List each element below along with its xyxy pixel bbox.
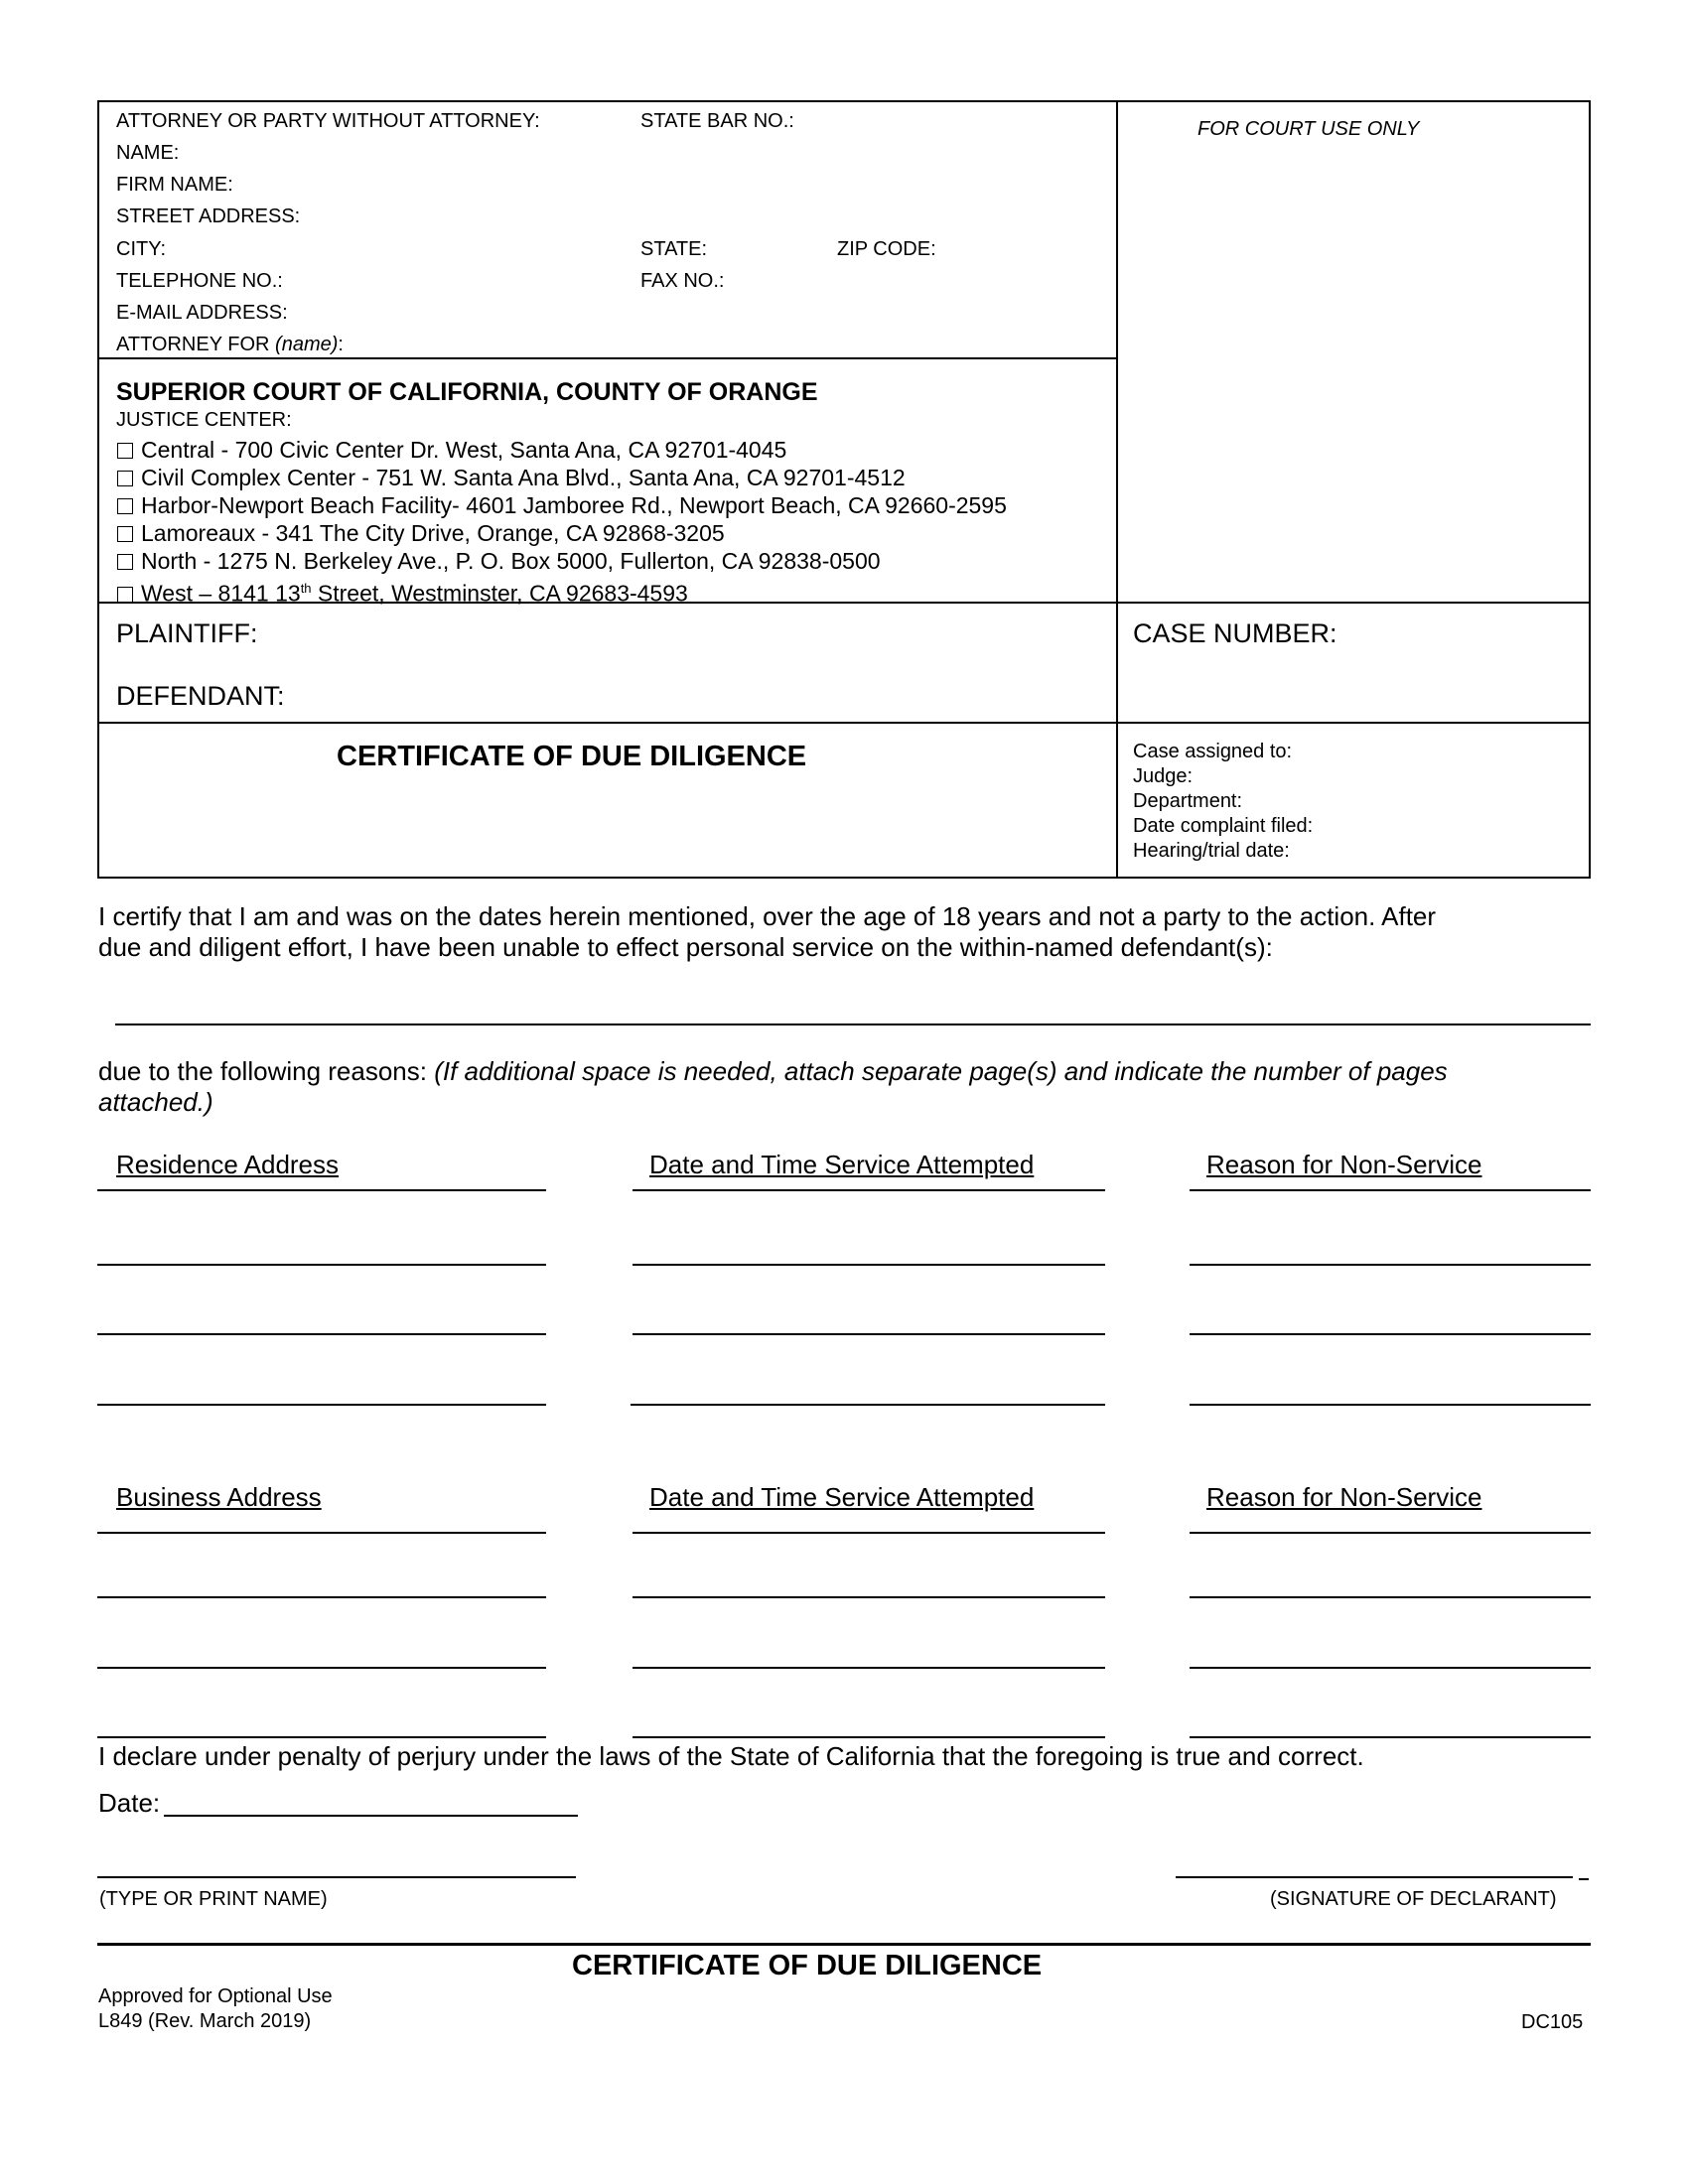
signature-field-end [1579, 1878, 1589, 1880]
parties-section-divider [97, 722, 1591, 724]
central-checkbox[interactable] [117, 443, 133, 459]
fax-label: FAX NO.: [640, 270, 725, 292]
plaintiff-label: PLAINTIFF: [116, 618, 258, 648]
city-label: CITY: [116, 238, 167, 260]
center-north [117, 549, 881, 574]
name-label: NAME: [116, 142, 180, 164]
form-code: DC105 [1521, 2011, 1584, 2033]
business-row-line[interactable] [633, 1532, 1105, 1534]
business-row-line[interactable] [1190, 1532, 1591, 1534]
center-west-prefix: West – 8141 13 [141, 580, 301, 607]
reasons-italic-2: attached.) [98, 1087, 213, 1117]
print-name-label: (TYPE OR PRINT NAME) [99, 1888, 328, 1910]
form-title: CERTIFICATE OF DUE DILIGENCE [337, 741, 807, 772]
hearing-date-label: Hearing/trial date: [1133, 840, 1290, 862]
firm-name-label: FIRM NAME: [116, 174, 233, 196]
business-row-line[interactable] [97, 1532, 546, 1534]
center-harbor-label: Harbor-Newport Beach Facility- 4601 Jamboree Rd., Newport Beach, CA 92660-2595 [141, 492, 1007, 518]
north-checkbox[interactable] [117, 554, 133, 570]
center-central [117, 438, 786, 463]
judge-label: Judge: [1133, 765, 1194, 787]
residence-row-line[interactable] [97, 1189, 546, 1191]
civil-complex-checkbox[interactable] [117, 471, 133, 486]
residence-row-line[interactable] [1190, 1404, 1591, 1406]
certify-line-1: I certify that I am and was on the dates herein mentioned, over the age of 18 years and not a party to the action. After [98, 901, 1437, 931]
reasons-italic-1: (If additional space is needed, attach separate page(s) and indicate the number of pages [434, 1056, 1448, 1086]
case-number-label: CASE NUMBER: [1133, 618, 1337, 648]
attorney-section-divider [97, 357, 1118, 359]
business-row-line[interactable] [633, 1667, 1105, 1669]
reasons-line-1 [98, 1058, 1448, 1084]
signature-label: (SIGNATURE OF DECLARANT) [1270, 1888, 1557, 1910]
telephone-label: TELEPHONE NO.: [116, 270, 283, 292]
residence-row-line[interactable] [633, 1189, 1105, 1191]
center-civil-complex [117, 466, 906, 490]
footer-rule [97, 1943, 1591, 1946]
reasons-prefix: due to the following reasons: [98, 1056, 435, 1086]
residence-reason-header: Reason for Non-Service [1206, 1150, 1482, 1179]
signature-field[interactable] [1176, 1876, 1573, 1878]
defendant-name-line[interactable] [115, 1024, 1591, 1025]
residence-row-line[interactable] [631, 1404, 1105, 1406]
residence-row-line[interactable] [1190, 1189, 1591, 1191]
business-row-line[interactable] [97, 1736, 546, 1738]
business-row-line[interactable] [633, 1596, 1105, 1598]
west-checkbox[interactable] [117, 587, 133, 603]
business-row-line[interactable] [1190, 1596, 1591, 1598]
business-address-header: Business Address [116, 1482, 322, 1512]
residence-row-line[interactable] [97, 1264, 546, 1266]
residence-date-header: Date and Time Service Attempted [649, 1150, 1035, 1179]
residence-row-line[interactable] [633, 1264, 1105, 1266]
business-date-header: Date and Time Service Attempted [649, 1482, 1035, 1512]
business-row-line[interactable] [1190, 1736, 1591, 1738]
business-row-line[interactable] [633, 1736, 1105, 1738]
residence-row-line[interactable] [97, 1404, 546, 1406]
department-label: Department: [1133, 790, 1243, 812]
case-assigned-label: Case assigned to: [1133, 741, 1293, 762]
certify-line-2: due and diligent effort, I have been unable to effect personal service on the within-named defendant(s): [98, 932, 1273, 962]
footer-title: CERTIFICATE OF DUE DILIGENCE [572, 1950, 1043, 1981]
print-name-field[interactable] [97, 1876, 576, 1878]
harbor-checkbox[interactable] [117, 498, 133, 514]
business-row-line[interactable] [97, 1596, 546, 1598]
center-west-suffix: Street, Westminster, CA 92683-4593 [311, 580, 688, 607]
residence-row-line[interactable] [1190, 1264, 1591, 1266]
center-central-label: Central - 700 Civic Center Dr. West, Santa Ana, CA 92701-4045 [141, 437, 787, 463]
center-lamoreaux [117, 521, 725, 546]
center-west-sup: th [300, 581, 312, 596]
justice-center-label: JUSTICE CENTER: [116, 409, 292, 431]
attorney-for-label [116, 335, 344, 354]
lamoreaux-checkbox[interactable] [117, 526, 133, 542]
residence-row-line[interactable] [633, 1333, 1105, 1335]
court-title: SUPERIOR COURT OF CALIFORNIA, COUNTY OF ORANGE [116, 378, 818, 406]
state-label: STATE: [640, 238, 708, 260]
street-address-label: STREET ADDRESS: [116, 205, 301, 227]
center-civil-complex-label: Civil Complex Center - 751 W. Santa Ana Blvd., Santa Ana, CA 92701-4512 [141, 465, 906, 490]
attorney-label: ATTORNEY OR PARTY WITHOUT ATTORNEY: [116, 110, 540, 132]
center-lamoreaux-label: Lamoreaux - 341 The City Drive, Orange, CA 92868-3205 [141, 520, 725, 546]
court-use-label: FOR COURT USE ONLY [1197, 118, 1420, 140]
business-reason-header: Reason for Non-Service [1206, 1482, 1482, 1512]
business-row-line[interactable] [1190, 1667, 1591, 1669]
email-label: E-MAIL ADDRESS: [116, 302, 288, 324]
state-bar-label: STATE BAR NO.: [640, 110, 794, 132]
center-north-label: North - 1275 N. Berkeley Ave., P. O. Box 5000, Fullerton, CA 92838-0500 [141, 548, 881, 574]
center-harbor [117, 493, 1007, 518]
center-west [117, 576, 688, 607]
attorney-for-name-hint: (name) [275, 334, 339, 355]
date-field[interactable] [164, 1815, 578, 1817]
declaration-text: I declare under penalty of perjury under the laws of the State of California that the foregoing is true and correct. [98, 1741, 1364, 1771]
caption-divider [1116, 100, 1118, 879]
business-row-line[interactable] [97, 1667, 546, 1669]
residence-row-line[interactable] [97, 1333, 546, 1335]
residence-address-header: Residence Address [116, 1150, 340, 1179]
attorney-for-text: ATTORNEY FOR [116, 334, 270, 355]
date-filed-label: Date complaint filed: [1133, 815, 1314, 837]
attorney-for-colon: : [338, 334, 344, 355]
date-label: Date: [98, 1788, 161, 1818]
form-number: L849 (Rev. March 2019) [98, 2010, 312, 2032]
residence-row-line[interactable] [1190, 1333, 1591, 1335]
approved-label: Approved for Optional Use [98, 1985, 333, 2007]
defendant-label: DEFENDANT: [116, 681, 285, 711]
zip-code-label: ZIP CODE: [837, 238, 936, 260]
